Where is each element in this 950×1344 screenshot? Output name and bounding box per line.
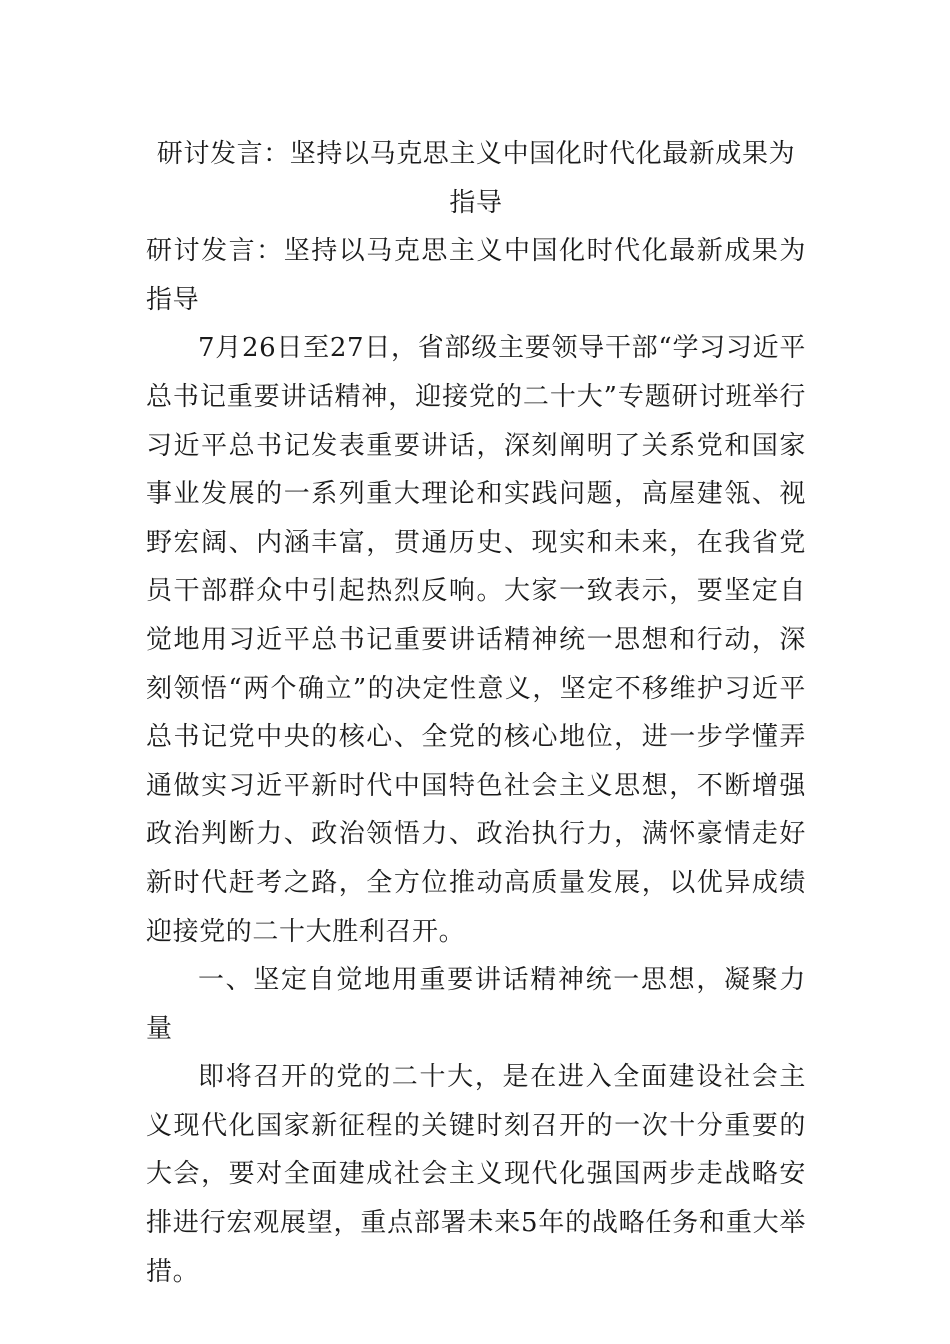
paragraph-section-1: 即将召开的党的二十大，是在进入全面建设社会主义现代化国家新征程的关键时刻召开的一次十分重要的大会，要对全面建成社会主义现代化强国两步走战略安排进行宏观展望，重点部署未来5年的战略任务和重大举措。 <box>146 1062 806 1287</box>
document-title: 研讨发言：坚持以马克思主义中国化时代化最新成果为指导 <box>156 139 796 218</box>
section-heading-1: 一、坚定自觉地用重要讲话精神统一思想，凝聚力量 <box>146 965 806 1044</box>
document-body <box>146 130 806 1296</box>
document-subtitle: 研讨发言：坚持以马克思主义中国化时代化最新成果为指导 <box>146 236 806 315</box>
paragraph-intro: 7月26日至27日，省部级主要领导干部“学习习近平总书记重要讲话精神，迎接党的二十大”专题研讨班举行习近平总书记发表重要讲话，深刻阐明了关系党和国家事业发展的一系列重大理论和实践问题，高屋建瓴、视野宏阔、内涵丰富，贯通历史、现实和未来，在我省党员干部群众中引起热烈反响。大家一致表示，要坚定自觉地用习近平总书记重要讲话精神统一思想和行动，深刻领悟“两个确立”的决定性意义，坚定不移维护习近平总书记党中央的核心、全党的核心地位，进一步学懂弄通做实习近平新时代中国特色社会主义思想，不断增强政治判断力、政治领悟力、政治执行力，满怀豪情走好新时代赶考之路，全方位推动高质量发展，以优异成绩迎接党的二十大胜利召开。 <box>146 333 806 947</box>
